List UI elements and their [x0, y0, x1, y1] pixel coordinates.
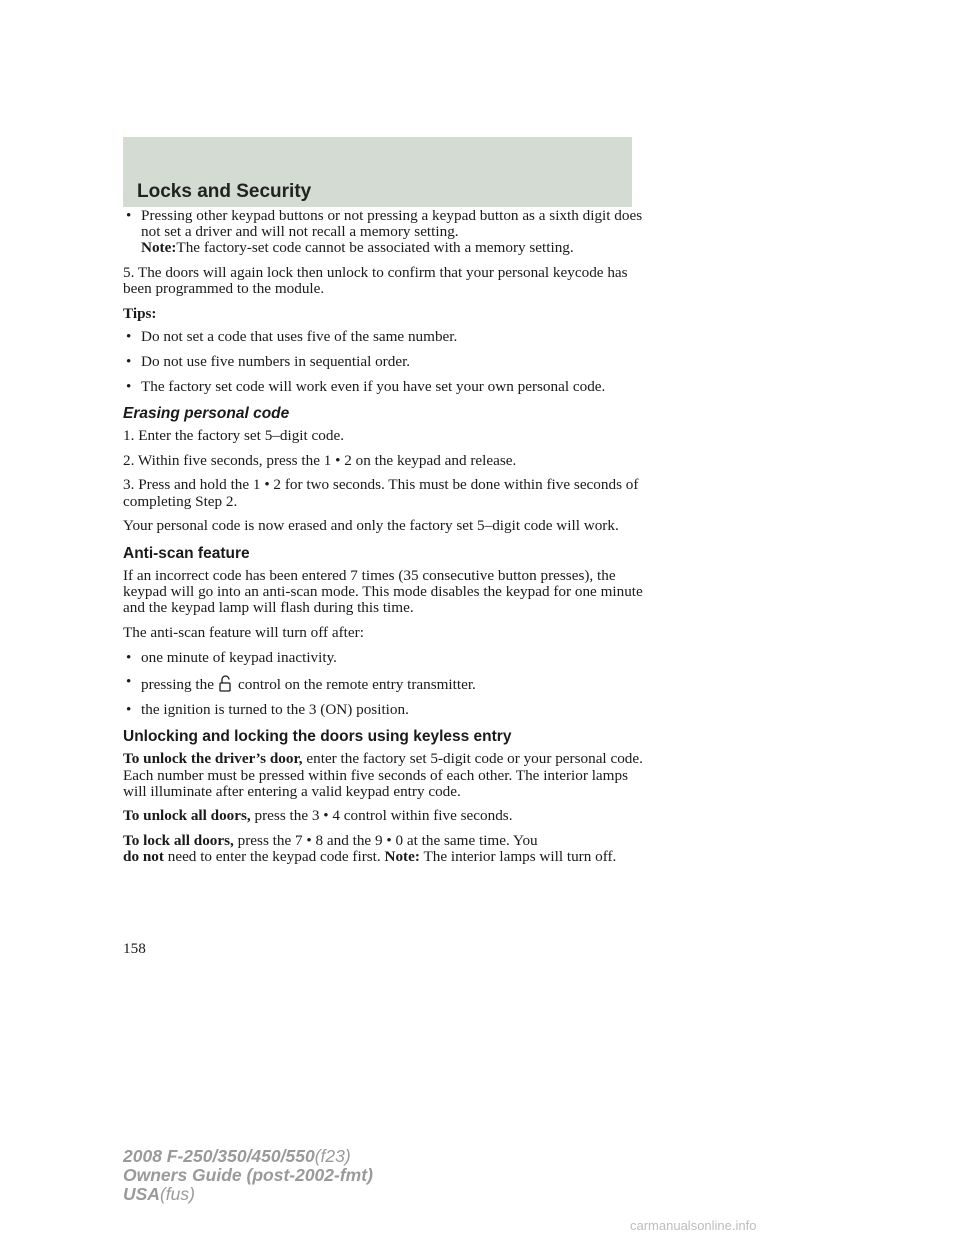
do-not-label: do not — [123, 848, 164, 866]
tip-text: Do not set a code that uses five of the same number. — [141, 328, 458, 346]
lock-note-text: The interior lamps will turn off. — [423, 848, 617, 866]
bullet-dot — [126, 702, 131, 718]
erasing-step: 3. Press and hold the 1 • 2 for two seconds. This must be done within five seconds of completing Step 2. — [123, 476, 639, 510]
page-content — [123, 208, 643, 874]
footer-line-3 — [123, 1185, 373, 1204]
tip-item — [123, 329, 643, 345]
section-title: Locks and Security — [137, 181, 312, 202]
note-text: The factory-set code cannot be associated with a memory setting. — [176, 239, 574, 257]
antiscan-heading: Anti-scan feature — [123, 544, 250, 562]
footer-model-code: (f23) — [314, 1146, 351, 1166]
erasing-step: 1. Enter the factory set 5–digit code. — [123, 427, 344, 445]
bullet-dot — [126, 674, 131, 690]
footer-line-2: Owners Guide (post-2002-fmt) — [123, 1165, 373, 1185]
footer-market-code: (fus) — [159, 1184, 195, 1204]
antiscan-item-text: one minute of keypad inactivity. — [141, 648, 337, 666]
antiscan-item — [123, 702, 643, 718]
intro-bullet-text: Pressing other keypad buttons or not pressing a keypad button as a sixth digit does not set a driver and will not recall a memory setting. — [141, 207, 643, 241]
lock-all-text: press the 7 • 8 and the 9 • 0 at the same time. You — [237, 832, 538, 850]
footer-market: USA — [123, 1184, 160, 1204]
section-header-band — [123, 137, 632, 207]
keyless-heading: Unlocking and locking the doors using keyless entry — [123, 728, 512, 746]
tip-text: Do not use five numbers in sequential order. — [141, 352, 411, 370]
tip-item — [123, 379, 643, 395]
unlock-driver-paragraph — [123, 751, 643, 800]
bullet-dot — [126, 329, 131, 345]
bullet-dot — [126, 354, 131, 370]
unlock-all-paragraph — [123, 808, 643, 824]
intro-bullet — [123, 208, 643, 257]
tip-text: The factory set code will work even if you have set your own personal code. — [141, 377, 606, 395]
footer-line-1 — [123, 1147, 373, 1166]
watermark: carmanualsonline.info — [630, 1218, 757, 1233]
step-5-paragraph: 5. The doors will again lock then unlock to confirm that your personal keycode has been programmed to the module. — [123, 264, 628, 298]
bullet-dot — [126, 379, 131, 395]
lock-all-paragraph — [123, 833, 643, 865]
tips-label: Tips: — [123, 305, 157, 323]
unlock-driver-label: To unlock the driver’s door, — [123, 750, 303, 768]
antiscan-item-text: control on the remote entry transmitter. — [237, 676, 476, 694]
lock-all-label: To lock all doors, — [123, 832, 234, 850]
bullet-dot — [126, 650, 131, 666]
note-label: Note: — [141, 239, 177, 257]
bullet-dot — [126, 208, 131, 224]
antiscan-lead: The anti-scan feature will turn off after: — [123, 623, 364, 641]
unlock-all-label: To unlock all doors, — [123, 807, 251, 825]
unlock-all-text: press the 3 • 4 control within five seconds. — [254, 807, 513, 825]
page-number: 158 — [123, 940, 146, 957]
antiscan-paragraph: If an incorrect code has been entered 7 times (35 consecutive button presses), the keypad will go into an anti-scan mode. This mode disables the keypad for one minute and the keypad lamp will flash during this time. — [123, 566, 643, 617]
erasing-conclusion: Your personal code is now erased and only the factory set 5–digit code will work. — [123, 517, 619, 535]
erasing-heading: Erasing personal code — [123, 404, 290, 422]
tip-item — [123, 354, 643, 370]
unlock-driver-text: enter the factory set 5-digit code or your personal code. Each number must be pressed within five seconds of each other. The interior lamps will illuminate after entering a valid keypad entry code. — [123, 750, 643, 800]
document-footer — [123, 1147, 373, 1204]
lock-note-label: Note: — [384, 848, 420, 866]
antiscan-item-text: the ignition is turned to the 3 (ON) position. — [141, 700, 409, 718]
antiscan-item — [123, 650, 643, 666]
do-not-text: need to enter the keypad code first. — [167, 848, 381, 866]
footer-model: 2008 F-250/350/450/550 — [123, 1146, 315, 1166]
antiscan-item-text: pressing the — [141, 676, 214, 694]
erasing-step: 2. Within five seconds, press the 1 • 2 on the keypad and release. — [123, 451, 517, 469]
antiscan-item — [123, 674, 643, 693]
unlock-key-icon — [216, 674, 236, 690]
